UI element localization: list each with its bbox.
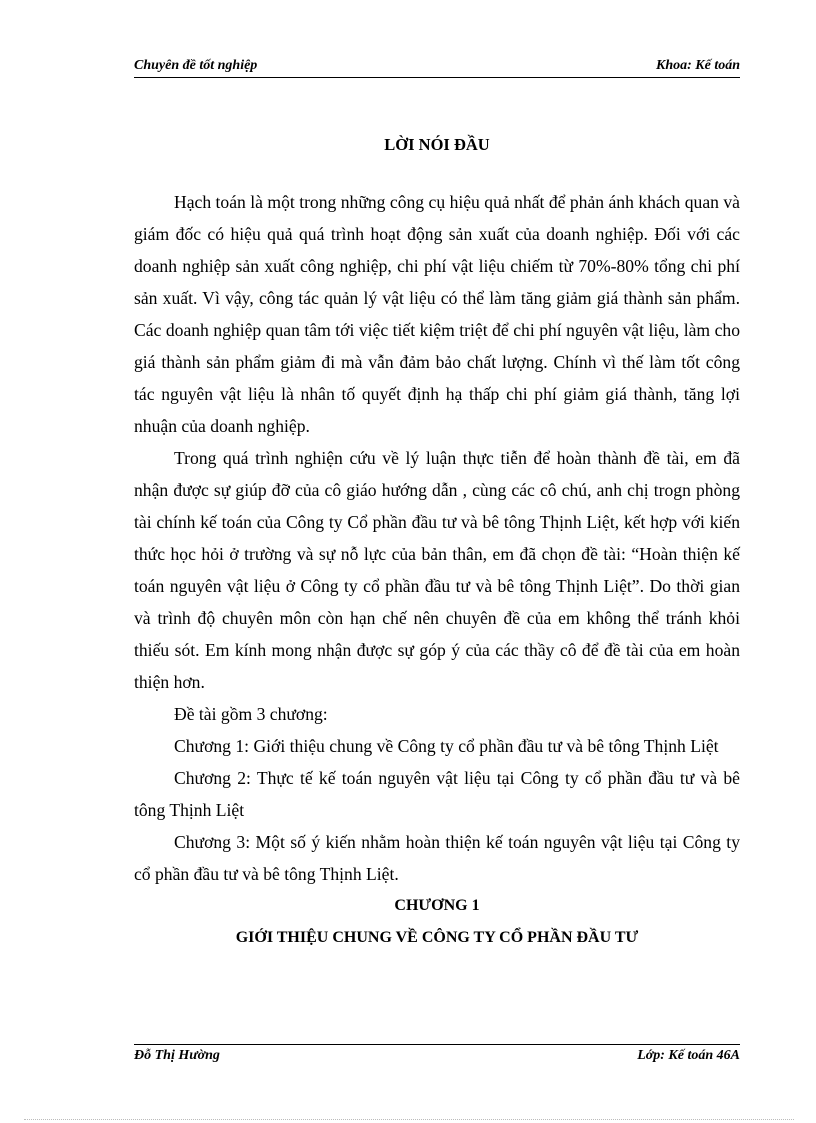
chapter-number: CHƯƠNG 1 <box>394 897 480 914</box>
paragraph-3: Đề tài gồm 3 chương: <box>174 704 328 724</box>
document-body <box>134 130 740 954</box>
paragraph-2: Trong quá trình nghiện cứu về lý luận thực tiễn để hoàn thành đề tài, em đã nhận được sự giúp đỡ của cô giáo hướng dẫn , cùng các cô chú, anh chị trogn phòng tài chính kế toán của Công ty Cổ phần đầu tư và bê tông Thịnh Liệt, kết hợp với kiến thức học hỏi ở trường và sự nỗ lực của bản thân, em đã chọn đề tài: “Hoàn thiện kế toán nguyên vật liệu ở Công ty cổ phần đầu tư và bê tông Thịnh Liệt”. Do thời gian và trình độ chuyên môn còn hạn chế nên chuyên đề của em không thể tránh khỏi thiếu sót. Em kính mong nhận được sự góp ý của các thầy cô để đề tài của em hoàn thiện hơn. <box>134 448 740 692</box>
header-left: Chuyên đề tốt nghiệp <box>134 58 258 73</box>
chapter-title: GIỚI THIỆU CHUNG VỀ CÔNG TY CỔ PHẦN ĐẦU TƯ <box>235 929 639 946</box>
paragraph-chapter-2: Chương 2: Thực tế kế toán nguyên vật liệu tại Công ty cổ phần đầu tư và bê tông Thịnh Liệt <box>134 768 740 820</box>
header-right: Khoa: Kế toán <box>655 58 740 73</box>
page-title: LỜI NÓI ĐẦU <box>384 135 490 154</box>
paragraph-chapter-1: Chương 1: Giới thiệu chung về Công ty cổ phần đầu tư và bê tông Thịnh Liệt <box>174 736 719 756</box>
page-footer <box>134 1044 740 1064</box>
page-header <box>134 58 740 78</box>
paragraph-1: Hạch toán là một trong những công cụ hiệu quả nhất để phản ánh khách quan và giám đốc có hiệu quả quá trình hoạt động sản xuất của doanh nghiệp. Đối với các doanh nghiệp sản xuất công nghiệp, chi phí vật liệu chiếm từ 70%-80% tổng chi phí sản xuất. Vì vậy, công tác quản lý vật liệu có thể làm tăng giảm giá thành sản phẩm. Các doanh nghiệp quan tâm tới việc tiết kiệm triệt để chi phí nguyên vật liệu, làm cho giá thành sản phẩm giảm đi mà vẫn đảm bảo chất lượng. Chính vì thế làm tốt công tác nguyên vật liệu là nhân tố quyết định hạ thấp chi phí giảm giá thành, tăng lợi nhuận của doanh nghiệp. <box>134 192 740 436</box>
footer-right: Lớp: Kế toán 46A <box>637 1048 740 1063</box>
paragraph-chapter-3: Chương 3: Một số ý kiến nhằm hoàn thiện kế toán nguyên vật liệu tại Công ty cổ phần đầu tư và bê tông Thịnh Liệt. <box>134 832 740 884</box>
footer-left: Đỗ Thị Hường <box>134 1048 220 1063</box>
page-bottom-divider <box>24 1119 794 1120</box>
